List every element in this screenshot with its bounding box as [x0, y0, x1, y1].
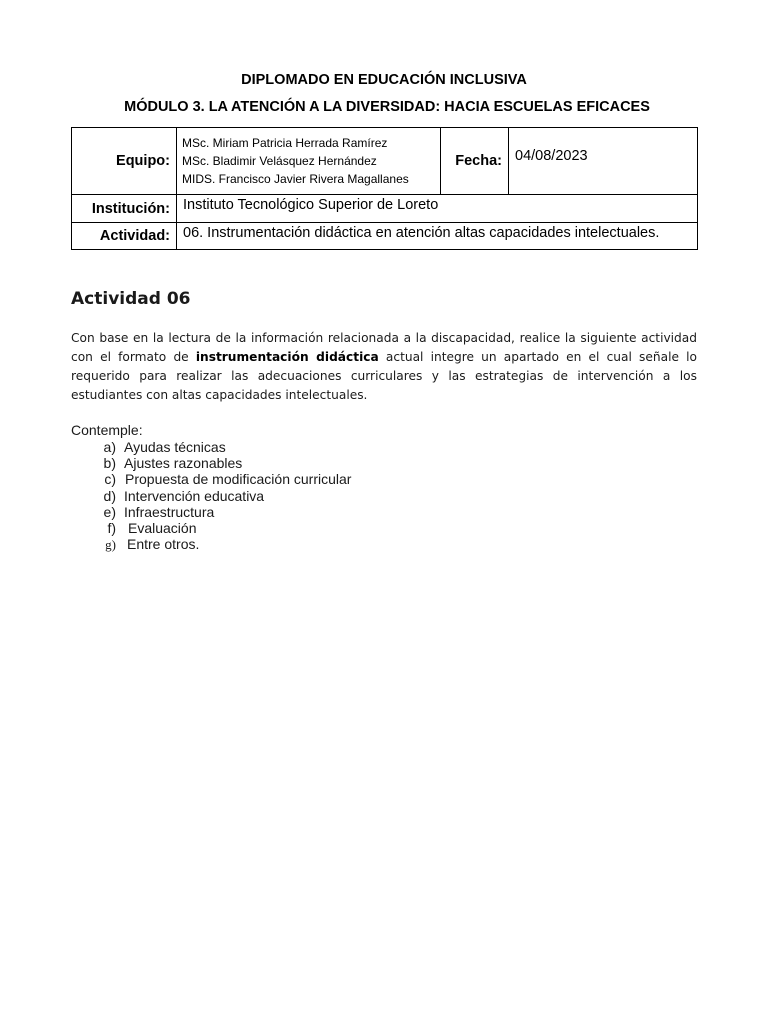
info-table — [71, 127, 698, 250]
instructions-text: actual integre un apartado en el cual señale lo requerido para realizar las adecuaciones curriculares y las estrategias de intervención a los estudiantes con altas capacidades intelectuales. — [71, 350, 697, 402]
list-marker: g) — [105, 537, 116, 553]
contemple-label: Contemple: — [71, 422, 143, 438]
institution-row — [72, 195, 698, 223]
team-member: MIDS. Francisco Javier Rivera Magallanes — [182, 172, 409, 186]
list-item — [71, 488, 351, 504]
team-members-cell — [177, 128, 441, 195]
list-item-text: Entre otros. — [127, 536, 200, 553]
list-marker: a) — [103, 439, 116, 455]
activity-label: Actividad: — [72, 223, 177, 250]
institution-value: Instituto Tecnológico Superior de Loreto — [177, 195, 698, 223]
list-item — [71, 471, 351, 487]
list-item-text: Infraestructura — [124, 503, 215, 520]
list-item — [71, 439, 351, 455]
list-marker: c) — [104, 471, 116, 488]
list-marker: b) — [103, 455, 116, 472]
team-member: MSc. Miriam Patricia Herrada Ramírez — [182, 136, 388, 150]
list-item — [71, 504, 351, 520]
team-label: Equipo: — [72, 128, 177, 195]
activity-value: 06. Instrumentación didáctica en atención altas capacidades intelectuales. — [177, 223, 698, 250]
list-marker: f) — [107, 519, 116, 536]
module-subtitle: MÓDULO 3. LA ATENCIÓN A LA DIVERSIDAD: HACIA ESCUELAS EFICACES — [124, 99, 650, 115]
document-title: DIPLOMADO EN EDUCACIÓN INCLUSIVA — [241, 72, 527, 88]
list-item-text: Propuesta de modificación curricular — [125, 471, 352, 488]
list-item-text: Intervención educativa — [124, 487, 265, 504]
instructions-emphasis: instrumentación didáctica — [195, 350, 379, 364]
team-member: MSc. Bladimir Velásquez Hernández — [182, 154, 377, 168]
list-item — [71, 520, 351, 536]
list-item-text: Ayudas técnicas — [124, 439, 226, 455]
list-marker: d) — [103, 487, 116, 504]
instructions-text: Con base en la lectura de la información relacionada a la discapacidad, realice la siguiente actividad con el formato de — [71, 331, 697, 364]
date-value: 04/08/2023 — [509, 128, 698, 195]
instructions-paragraph — [71, 329, 697, 405]
requirements-list — [71, 439, 351, 552]
activity-row — [72, 223, 698, 250]
date-label: Fecha: — [441, 128, 509, 195]
list-item-text: Ajustes razonables — [124, 455, 243, 472]
team-row — [72, 128, 698, 195]
list-item-text: Evaluación — [128, 519, 197, 536]
list-marker: e) — [103, 503, 116, 520]
activity-heading: Actividad 06 — [71, 289, 191, 309]
institution-label: Institución: — [72, 195, 177, 223]
list-item — [71, 536, 351, 552]
list-item — [71, 455, 351, 471]
